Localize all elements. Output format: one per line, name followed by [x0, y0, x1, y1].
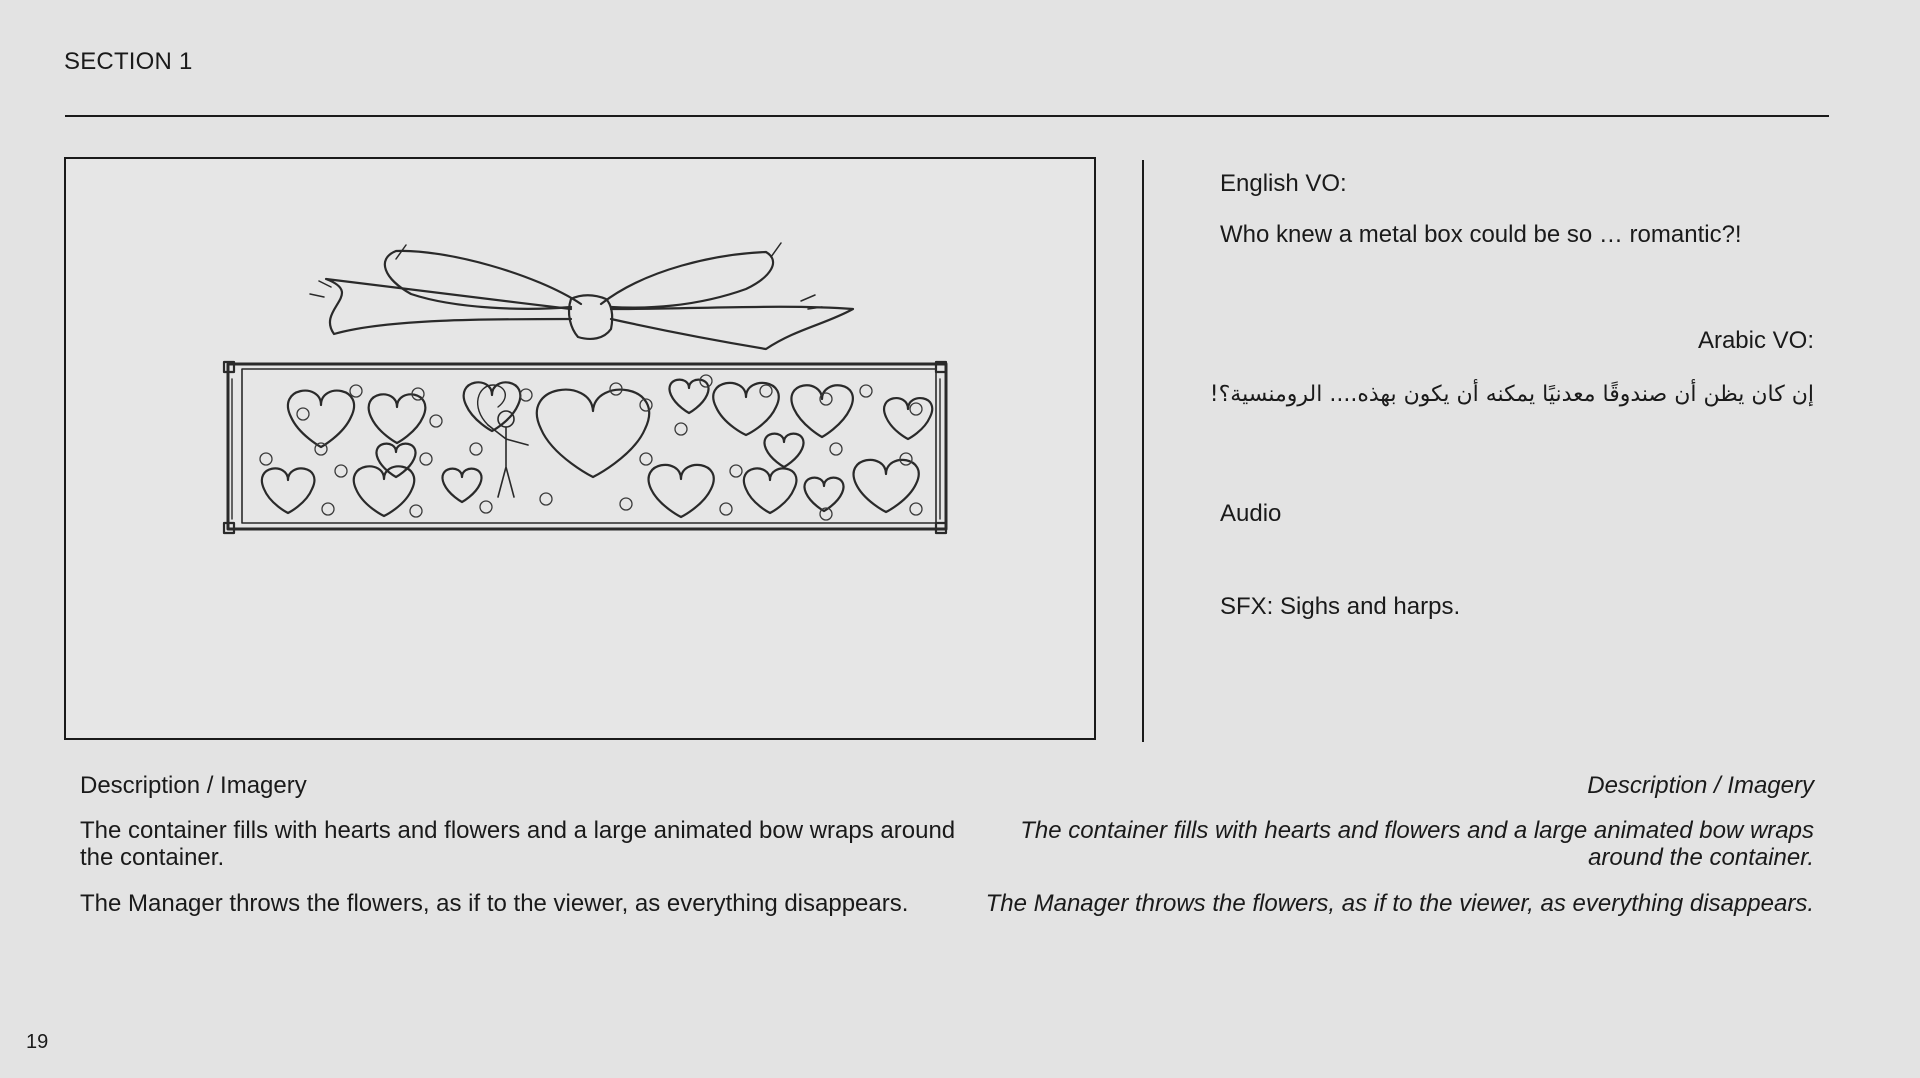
english-vo-label: English VO:	[1220, 170, 1347, 197]
storyboard-sketch-image	[66, 159, 1094, 738]
description-label-left: Description / Imagery	[80, 772, 307, 799]
description-paragraph-left-1: The container fills with hearts and flowers and a large animated bow wraps around the container.	[80, 817, 956, 871]
sfx-line: SFX: Sighs and harps.	[1220, 593, 1461, 620]
arabic-vo-label: Arabic VO:	[1697, 327, 1814, 354]
description-paragraph-right-2: The Manager throws the flowers, as if to the viewer, as everything disappears.	[985, 890, 1814, 917]
english-vo-line: Who knew a metal box could be so … romantic?!	[1220, 221, 1742, 248]
arabic-vo-line: إن كان يظن أن صندوقًا معدنيًا يمكنه أن يكون بهذه.... الرومنسية؟!	[1209, 382, 1814, 407]
page-number: 19	[26, 1031, 49, 1053]
column-divider	[1142, 160, 1144, 742]
storyboard-frame	[64, 157, 1096, 740]
description-paragraph-left-2: The Manager throws the flowers, as if to the viewer, as everything disappears.	[80, 890, 909, 917]
header-divider	[65, 115, 1829, 117]
section-title: SECTION 1	[64, 48, 193, 75]
description-label-right: Description / Imagery	[1587, 772, 1814, 799]
description-paragraph-right-1: The container fills with hearts and flowers and a large animated bow wraps around the container.	[1020, 817, 1814, 871]
audio-label: Audio	[1220, 500, 1282, 527]
